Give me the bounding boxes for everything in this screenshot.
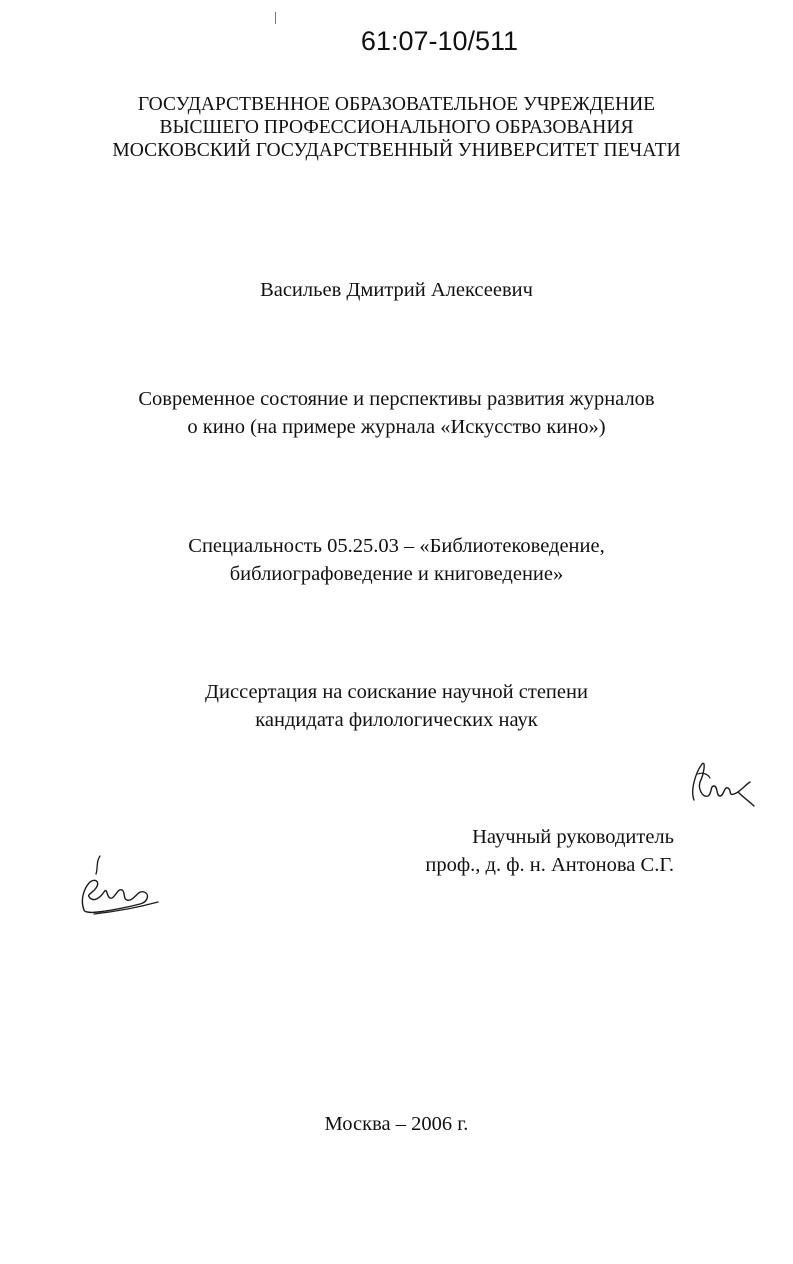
supervisor-name: проф., д. ф. н. Антонова С.Г. [425,854,674,876]
archive-code: 61:07-10/511 [360,26,519,56]
institution-line: МОСКОВСКИЙ ГОСУДАРСТВЕННЫЙ УНИВЕРСИТЕТ ПЕЧАТИ [112,140,681,161]
city-year: Москва – 2006 г. [324,1113,469,1135]
institution-header [0,93,793,162]
scan-mark [275,12,276,24]
degree-line: Диссертация на соискание научной степени [205,681,588,703]
supervisor-label: Научный руководитель [472,826,674,848]
specialty-line: Специальность 05.25.03 – «Библиотековедение, [188,535,605,557]
signature-left [76,852,162,918]
specialty-line: библиографоведение и книговедение» [229,563,564,585]
specialty [0,532,793,588]
institution-line: ГОСУДАРСТВЕННОЕ ОБРАЗОВАТЕЛЬНОЕ УЧРЕЖДЕНИЕ [137,94,656,115]
degree-line: кандидата филологических наук [255,709,538,731]
title-line: о кино (на примере журнала «Искусство кино») [187,416,606,438]
supervisor-block [425,823,674,879]
institution-line: ВЫСШЕГО ПРОФЕССИОНАЛЬНОГО ОБРАЗОВАНИЯ [159,117,634,138]
dissertation-title [0,385,793,441]
signature-right [688,752,758,812]
degree-statement [0,678,793,734]
title-line: Современное состояние и перспективы развития журналов [138,388,655,410]
author-name: Васильев Дмитрий Алексеевич [260,279,533,301]
